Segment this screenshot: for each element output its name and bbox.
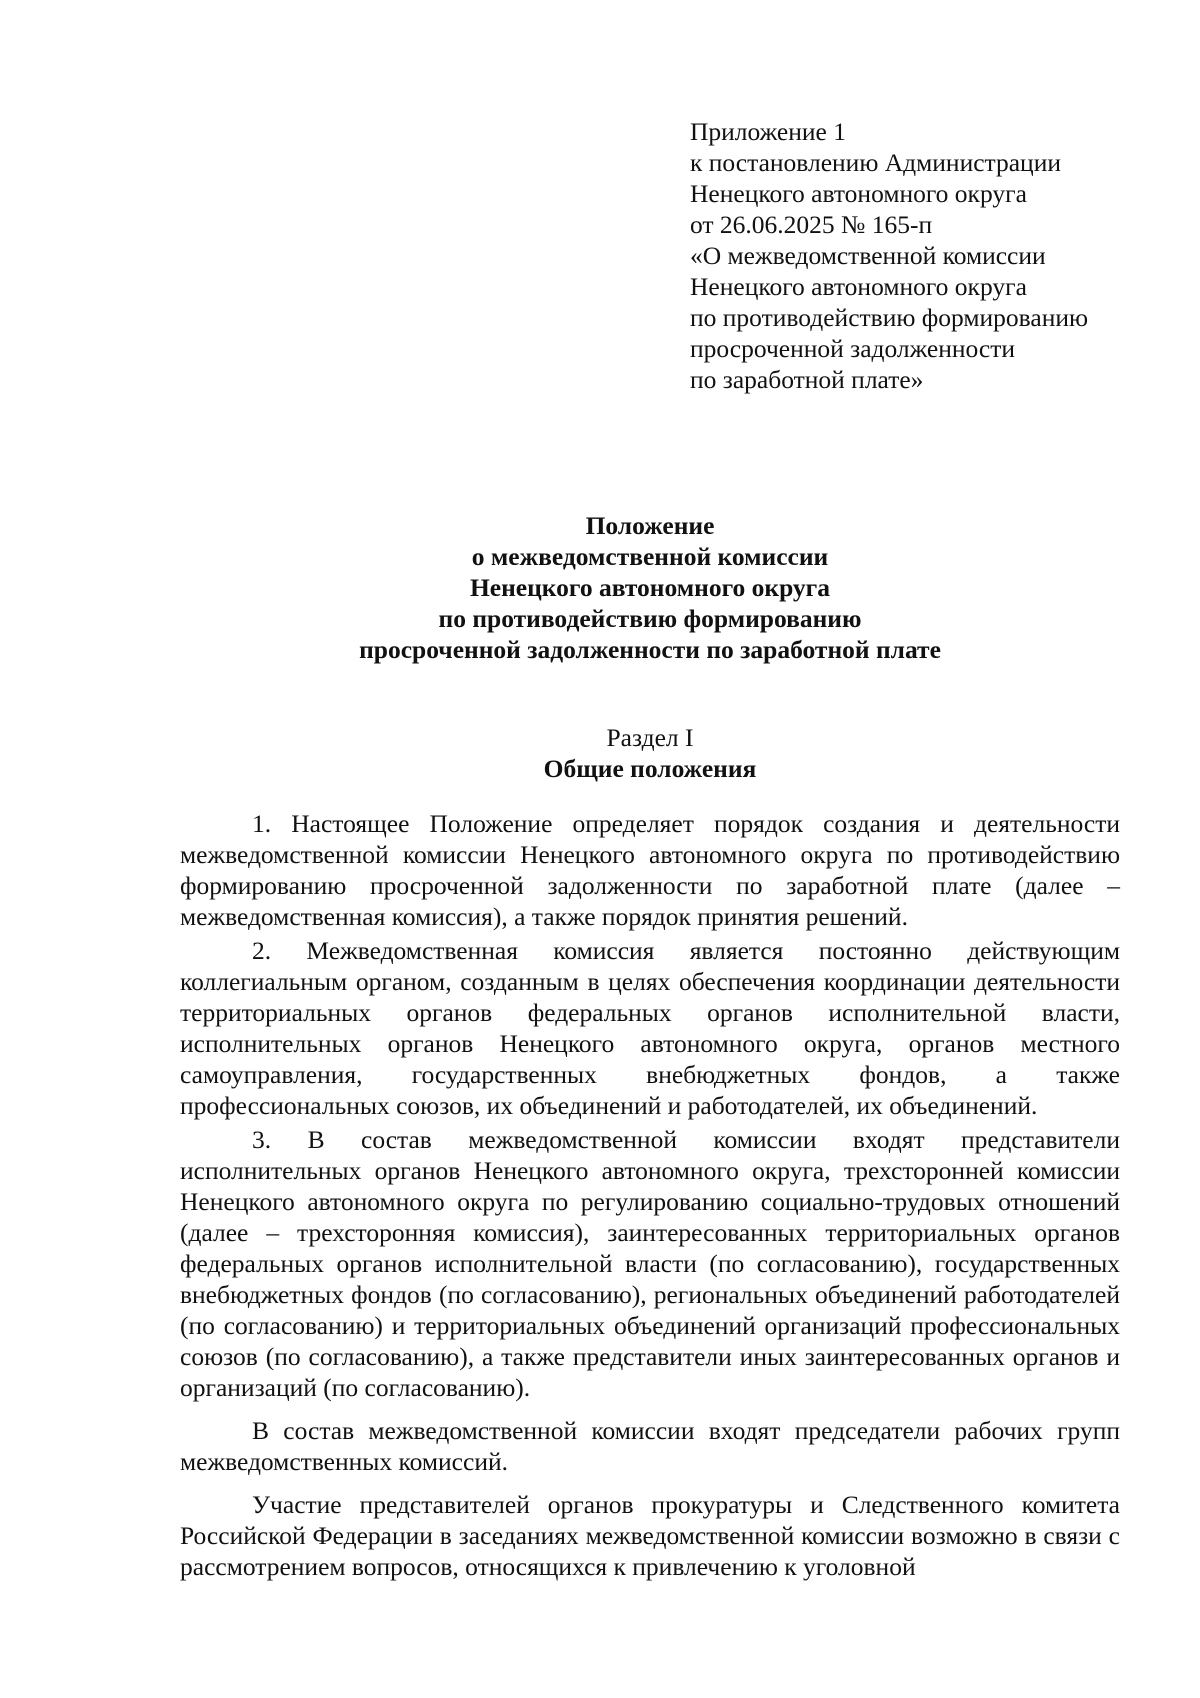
appendix-line: Ненецкого автономного округа (690, 272, 1027, 301)
paragraph: 1. Настоящее Положение определяет порядок создания и деятельности межведомственной комиссии Ненецкого автономного округа по противодействию формированию просроченной задолженности по заработной плате (далее – межведомственная комиссия), а также порядок принятия решений. (180, 809, 1120, 931)
title-line: Положение (585, 511, 715, 540)
paragraph: 3. В состав межведомственной комиссии входят представители исполнительных органов Ненецкого автономного округа, трехсторонней комиссии Ненецкого автономного округа по регулированию социально-трудовых отношений (далее – трехсторонняя комиссия), заинтересованных территориальных органов федеральных органов исполнительной власти (по согласованию), государственных внебюджетных фондов (по согласованию), региональных объединений работодателей (по согласованию) и территориальных объединений организаций профессиональных союзов (по согласованию), а также представители иных заинтересованных органов и организаций (по согласованию). (180, 1125, 1120, 1402)
title-line: по противодействию формированию (438, 604, 862, 633)
title-line: Ненецкого автономного округа (469, 573, 831, 602)
title-line: просроченной задолженности по заработной плате (359, 635, 941, 664)
appendix-line: «О межведомственной комиссии (690, 241, 1046, 270)
document-body (180, 808, 1120, 1585)
section-heading (180, 722, 1120, 784)
appendix-line: от 26.06.2025 № 165-п (690, 210, 933, 239)
title-line: о межведомственной комиссии (471, 542, 829, 571)
appendix-block (690, 116, 1170, 395)
appendix-line: просроченной задолженности (690, 334, 1016, 363)
appendix-line: Ненецкого автономного округа (690, 179, 1027, 208)
paragraph: Участие представителей органов прокуратуры и Следственного комитета Российской Федерации в заседаниях межведомственной комиссии возможно в связи с рассмотрением вопросов, относящихся к привлечению к уголовной (180, 1490, 1120, 1581)
appendix-line: по заработной плате» (690, 365, 924, 394)
appendix-line: к постановлению Администрации (690, 148, 1061, 177)
paragraph: В состав межведомственной комиссии входят председатели рабочих групп межведомственных комиссий. (180, 1416, 1120, 1476)
document-title (180, 510, 1120, 665)
paragraph: 2. Межведомственная комиссия является постоянно действующим коллегиальным органом, созданным в целях обеспечения координации деятельности территориальных органов федеральных органов исполнительной власти, исполнительных органов Ненецкого автономного округа, органов местного самоуправления, государственных внебюджетных фондов, а также профессиональных союзов, их объединений и работодателей, их объединений. (180, 936, 1120, 1120)
appendix-line: по противодействию формированию (690, 303, 1089, 332)
appendix-line: Приложение 1 (690, 117, 846, 146)
section-number: Раздел I (606, 723, 694, 752)
section-name: Общие положения (543, 754, 757, 783)
